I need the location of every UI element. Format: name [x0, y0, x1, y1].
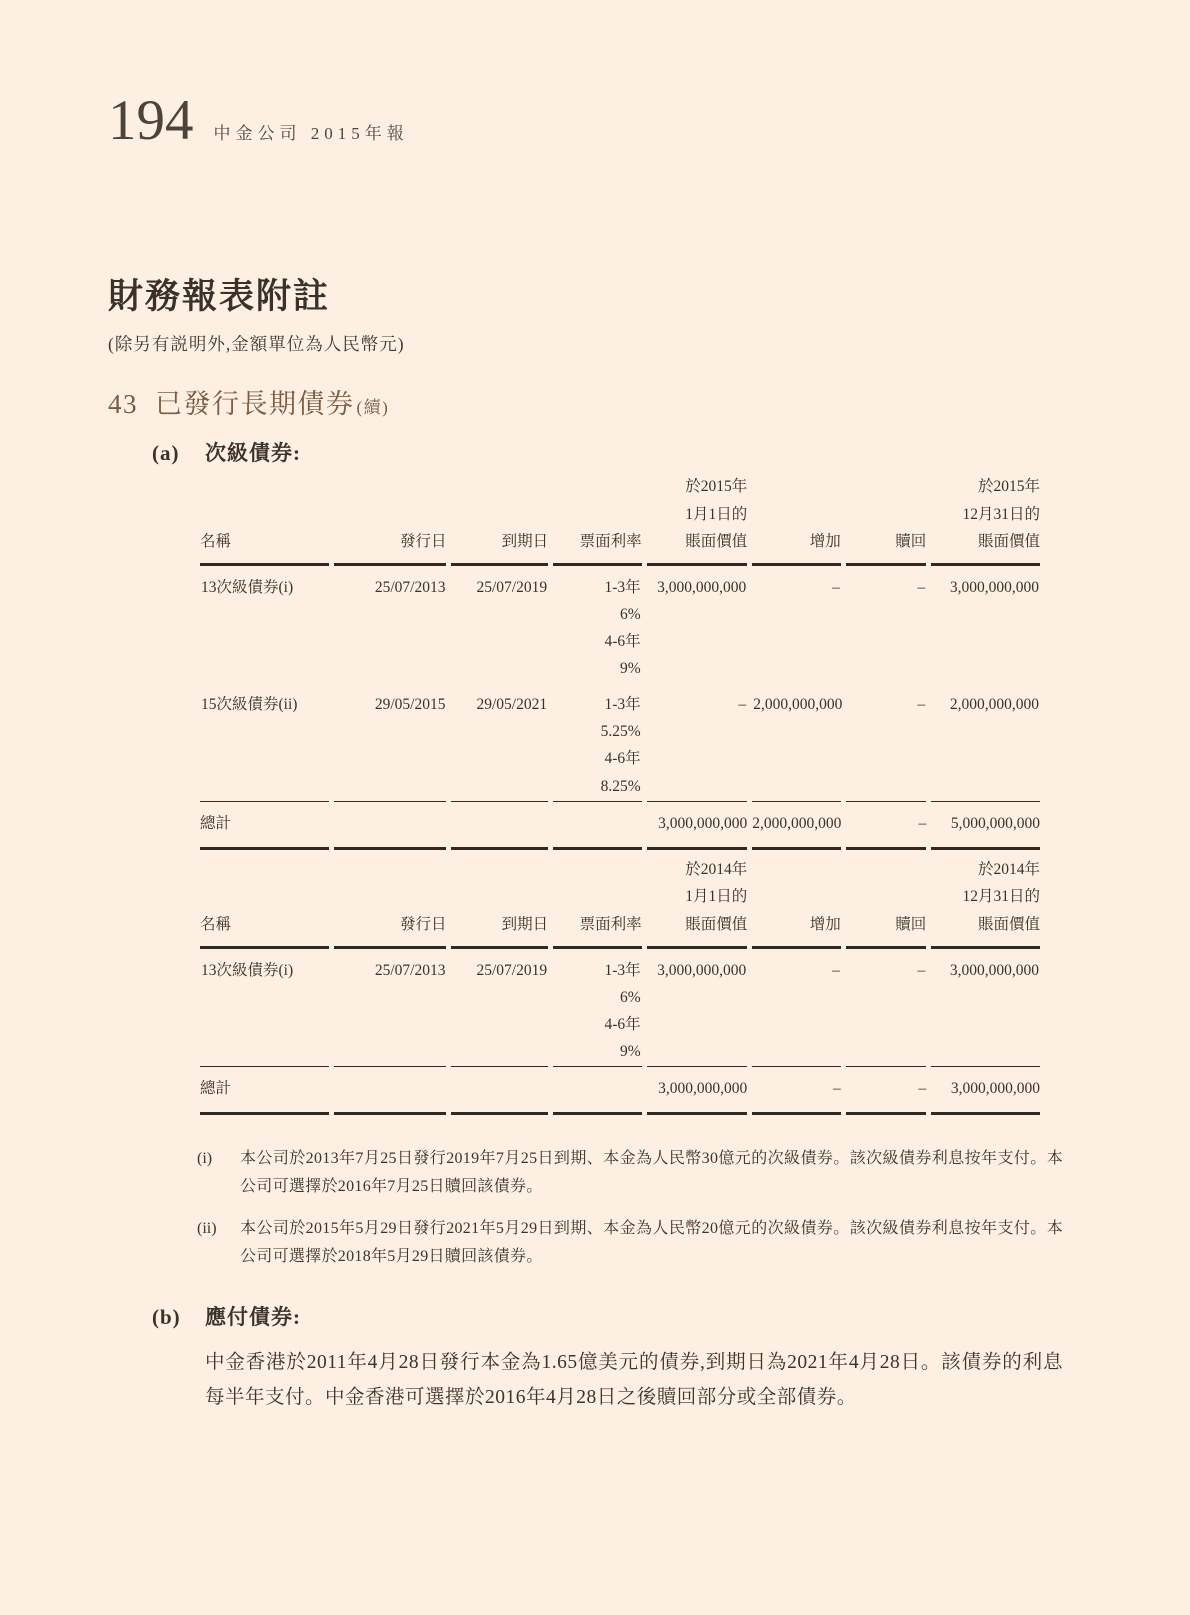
header-cell: 票面利率 [553, 473, 642, 566]
header-row [200, 856, 1040, 949]
footnote-i [197, 1145, 1063, 1201]
page-header [108, 89, 1063, 152]
total-cell: – [846, 801, 927, 850]
data-cell: 1-3年 6% 4-6年 9% [604, 961, 641, 1060]
footnote-ii [197, 1215, 1063, 1271]
data-cell: 25/07/2013 [374, 961, 446, 979]
header-cell: 贖回 [846, 856, 927, 949]
total-row [200, 1066, 1040, 1115]
header-cell: 到期日 [451, 856, 548, 949]
header-cell: 於2015年 1月1日的 賬面價值 [647, 473, 748, 566]
header-cell: 名稱 [200, 473, 329, 566]
footnote-ii-label: (ii) [197, 1220, 217, 1238]
footnote-i-text: 本公司於2013年7月25日發行2019年7月25日到期、本金為人民幣30億元的次級債券。該次級債券利息按年支付。本公司可選擇於2016年7月25日贖回該債券。 [240, 1150, 1063, 1196]
data-row [200, 683, 1040, 801]
report-edition: 中金公司 2015年報 [213, 124, 409, 143]
data-cell: 3,000,000,000 [949, 578, 1039, 596]
data-cell: – [832, 961, 840, 979]
subsection-b-paragraph: 中金香港於2011年4月28日發行本金為1.65億美元的債券,到期日為2021年4月28日。該債券的利息每半年支付。中金香港可選擇於2016年4月28日之後贖回部分或全部債券。 [205, 1352, 1063, 1409]
total-cell: – [752, 1066, 841, 1115]
section-number: 43 [108, 389, 138, 419]
header-cell: 於2014年 1月1日的 賬面價值 [647, 856, 748, 949]
data-cell: 25/07/2019 [476, 961, 548, 979]
header-cell: 增加 [752, 473, 841, 566]
subordinated-bonds-table-2015 [195, 473, 1045, 850]
data-cell: – [917, 696, 926, 714]
subsection-b-label: (b) [152, 1305, 181, 1330]
data-cell: – [917, 578, 926, 596]
total-cell: 3,000,000,000 [647, 1066, 748, 1115]
header-cell: 發行日 [334, 856, 447, 949]
subsection-a-label: (a) [152, 441, 180, 465]
footnote-i-label: (i) [197, 1150, 213, 1168]
section-43-heading [108, 382, 1063, 421]
data-cell: 29/05/2015 [374, 696, 446, 714]
section-continued-tag: (續) [356, 398, 390, 417]
subsection-b-title: 應付債券: [205, 1305, 301, 1330]
subordinated-bonds-table-2014 [195, 856, 1045, 1115]
data-cell: 2,000,000,000 [753, 696, 843, 714]
data-cell: 3,000,000,000 [657, 961, 747, 979]
total-cell [553, 1066, 642, 1115]
data-cell: 25/07/2013 [374, 578, 446, 596]
total-cell: 3,000,000,000 [647, 801, 748, 850]
header-cell: 到期日 [451, 473, 548, 566]
header-cell: 票面利率 [553, 856, 642, 949]
data-cell: 1-3年 6% 4-6年 9% [604, 578, 641, 678]
subsection-b-heading [108, 1301, 1063, 1331]
data-cell: 3,000,000,000 [949, 961, 1039, 979]
data-cell: – [832, 578, 840, 596]
subsection-a-title: 次級債券: [205, 441, 301, 465]
data-row [200, 566, 1040, 684]
data-cell: 13次級債券(i) [201, 578, 294, 596]
total-cell: 總計 [200, 801, 329, 850]
header-cell: 贖回 [846, 473, 927, 566]
total-row [200, 801, 1040, 850]
data-cell: 13次級債券(i) [201, 961, 294, 979]
header-cell: 於2014年 12月31日的 賬面價值 [931, 856, 1040, 949]
header-cell: 增加 [752, 856, 841, 949]
footnotes [108, 1145, 1063, 1271]
total-cell [334, 1066, 447, 1115]
data-row [200, 949, 1040, 1067]
data-cell: 1-3年 5.25% 4-6年 8.25% [600, 696, 641, 795]
total-cell: – [846, 1066, 927, 1115]
header-cell: 名稱 [200, 856, 329, 949]
data-cell: – [917, 961, 926, 979]
total-cell [334, 801, 447, 850]
data-cell: 15次級債券(ii) [201, 696, 298, 714]
header-cell: 於2015年 12月31日的 賬面價值 [931, 473, 1040, 566]
total-cell: 總計 [200, 1066, 329, 1115]
data-cell: – [738, 696, 747, 714]
header-cell: 發行日 [334, 473, 447, 566]
total-cell [451, 1066, 548, 1115]
subsection-a-heading [108, 437, 1063, 467]
data-cell: 3,000,000,000 [657, 578, 747, 596]
document-subtitle: (除另有説明外,金額單位為人民幣元) [108, 334, 405, 354]
header-row [200, 473, 1040, 566]
section-title: 已發行長期債券 [155, 389, 355, 419]
total-cell [553, 801, 642, 850]
data-cell: 29/05/2021 [476, 696, 548, 714]
document-title: 財務報表附註 [108, 277, 331, 316]
page-number: 194 [108, 89, 194, 152]
total-cell: 5,000,000,000 [931, 801, 1040, 850]
total-cell [451, 801, 548, 850]
data-cell: 25/07/2019 [476, 578, 548, 596]
data-cell: 2,000,000,000 [949, 696, 1039, 714]
footnote-ii-text: 本公司於2015年5月29日發行2021年5月29日到期、本金為人民幣20億元的次級債券。該次級債券利息按年支付。本公司可選擇於2018年5月29日贖回該債券。 [240, 1220, 1063, 1266]
total-cell: 3,000,000,000 [931, 1066, 1040, 1115]
total-cell: 2,000,000,000 [752, 801, 841, 850]
